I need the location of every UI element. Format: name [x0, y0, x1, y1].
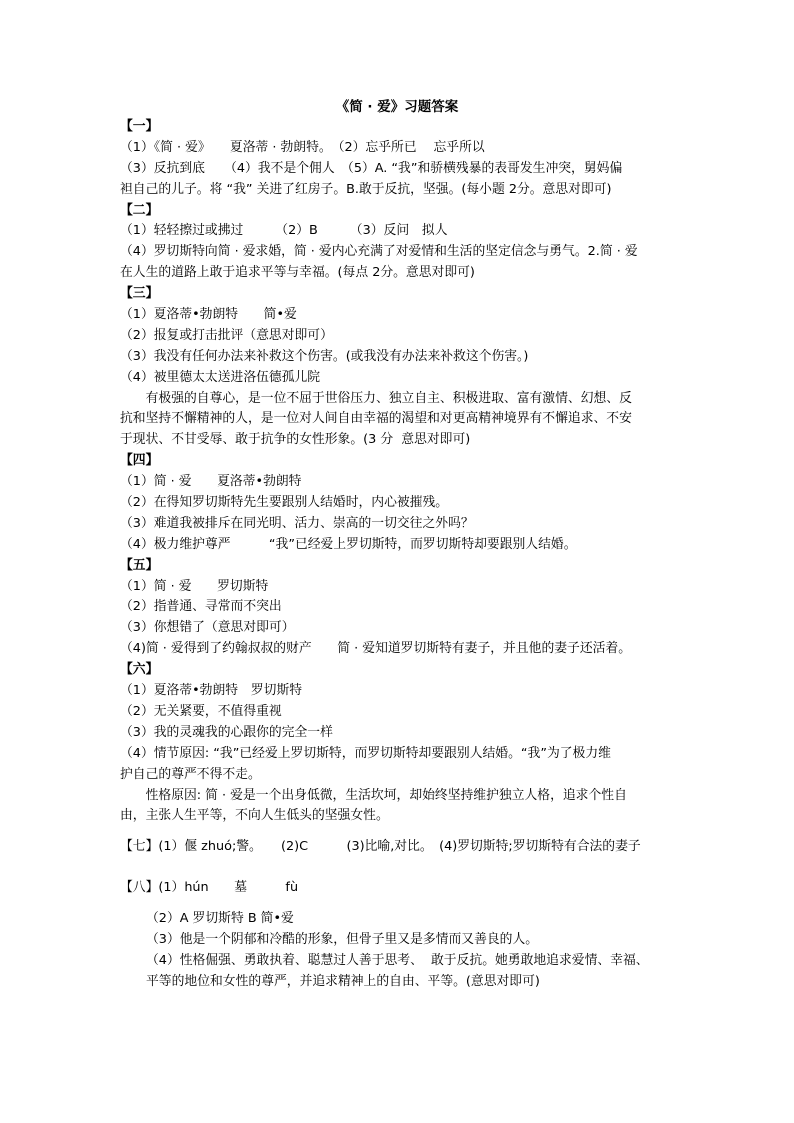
section-header: 【一】 [120, 119, 159, 134]
section-header: 【五】 [120, 557, 159, 573]
section-header: 【四】 [120, 453, 159, 469]
answer-line: （3）你想错了（意思对即可） [120, 620, 295, 636]
answer-line: （4）被里德太太送进洛伍德孤儿院 [120, 369, 321, 385]
answer-line: （1）轻轻擦过或拂过 （2）B （3）反问 拟人 [120, 223, 448, 239]
answer-line: （1）夏洛蒂•勃朗特 罗切斯特 [120, 683, 303, 699]
section-header: 【二】 [120, 202, 159, 218]
answer-line: （4)简 · 爱得到了约翰叔叔的财产 简 · 爱知道罗切斯特有妻子，并且他的妻子还活着。 [120, 641, 632, 657]
answer-line: （2）A 罗切斯特 B 简•爱 [146, 911, 294, 927]
section-8-answers [120, 909, 680, 993]
answer-line: （1）简 · 爱 罗切斯特 [120, 578, 269, 594]
answer-line: （3）我的灵魂我的心跟你的完全一样 [120, 724, 333, 740]
answer-line: 平等的地位和女性的尊严，并追求精神上的自由、平等。(意思对即可) [146, 973, 540, 989]
answer-line: （1）《简 · 爱》 夏洛蒂 · 勃朗特。 （2）忘乎所已 忘乎所以 [120, 139, 485, 155]
section-7-answers: 【七】(1）偃 zhuó;警。 (2)C (3)比喻,对比。 (4)罗切斯特;罗切斯特有合法的妻子 [120, 839, 641, 855]
section-8-header-answers: 【八】(1）hún 墓 fù [120, 880, 299, 896]
answer-line: 于现状、不甘受辱、敢于抗争的女性形象。(3 分 意思对即可) [120, 432, 471, 448]
answer-line: 护自己的尊严不得不走。 [120, 766, 261, 782]
answer-line: （2）在得知罗切斯特先生要跟别人结婚时，内心被摧残。 [120, 495, 449, 511]
answer-line: 性格原因: 简 · 爱是一个出身低微，生活坎坷，却始终坚持维护独立人格，追求个性自 [120, 787, 627, 803]
document-title: 《简 · 爱》习题答案 [335, 99, 459, 115]
answer-line: 由，主张人生平等，不向人生低头的坚强女性。 [120, 808, 389, 824]
answer-line: （3）我没有任何办法来补救这个伤害。(或我没有办法来补救这个伤害。) [120, 348, 529, 364]
answer-line: （2）无关紧要，不值得重视 [120, 703, 282, 719]
answer-line: （3）难道我被排斥在同光明、活力、崇高的一切交往之外吗？ [120, 515, 474, 531]
answer-line: （1）简 · 爱 夏洛蒂•勃朗特 [120, 474, 302, 490]
answer-line: （1）夏洛蒂•勃朗特 简•爱 [120, 307, 297, 323]
answer-line: 在人生的道路上敢于追求平等与幸福。(每点 2分。意思对即可) [120, 265, 475, 281]
section-header: 【六】 [120, 662, 159, 678]
answer-line: （2）报复或打击批评（意思对即可） [120, 327, 333, 343]
answer-line: （4）极力维护尊严 “我”已经爱上罗切斯特，而罗切斯特却要跟别人结婚。 [120, 536, 577, 552]
answer-line: （3）反抗到底 （4）我不是个佣人 （5）A. “我”和骄横残暴的表哥发生冲突，舅妈偏 [120, 160, 623, 176]
answer-line: 抗和坚持不懈精神的人，是一位对人间自由幸福的渴望和对更高精神境界有不懈追求、不安 [120, 411, 632, 427]
answer-line: （2）指普通、寻常而不突出 [120, 599, 282, 615]
answers-sections-1-6 [120, 117, 680, 827]
answer-line: 袒自己的儿子。将 “我” 关进了红房子。B.敢于反抗，坚强。(每小题 2分。意思对即可) [120, 181, 612, 197]
answer-line: （4）情节原因: “我”已经爱上罗切斯特，而罗切斯特却要跟别人结婚。“我”为了极力维 [120, 745, 611, 761]
section-header: 【三】 [120, 286, 159, 302]
answer-content [120, 117, 680, 993]
answer-line: 有极强的自尊心，是一位不屈于世俗压力、独立自主、积极进取、富有激情、幻想、反 [120, 390, 632, 406]
answer-line: （4）性格倔强、勇敢执着、聪慧过人善于思考、 敢于反抗。她勇敢地追求爱情、幸福、 [146, 952, 649, 968]
answer-line: （4）罗切斯特向简 · 爱求婚，简 · 爱内心充满了对爱情和生活的坚定信念与勇气。2.简 · 爱 [120, 244, 638, 260]
answer-line: （3）他是一个阴郁和冷酷的形象，但骨子里又是多情而又善良的人。 [146, 931, 539, 947]
